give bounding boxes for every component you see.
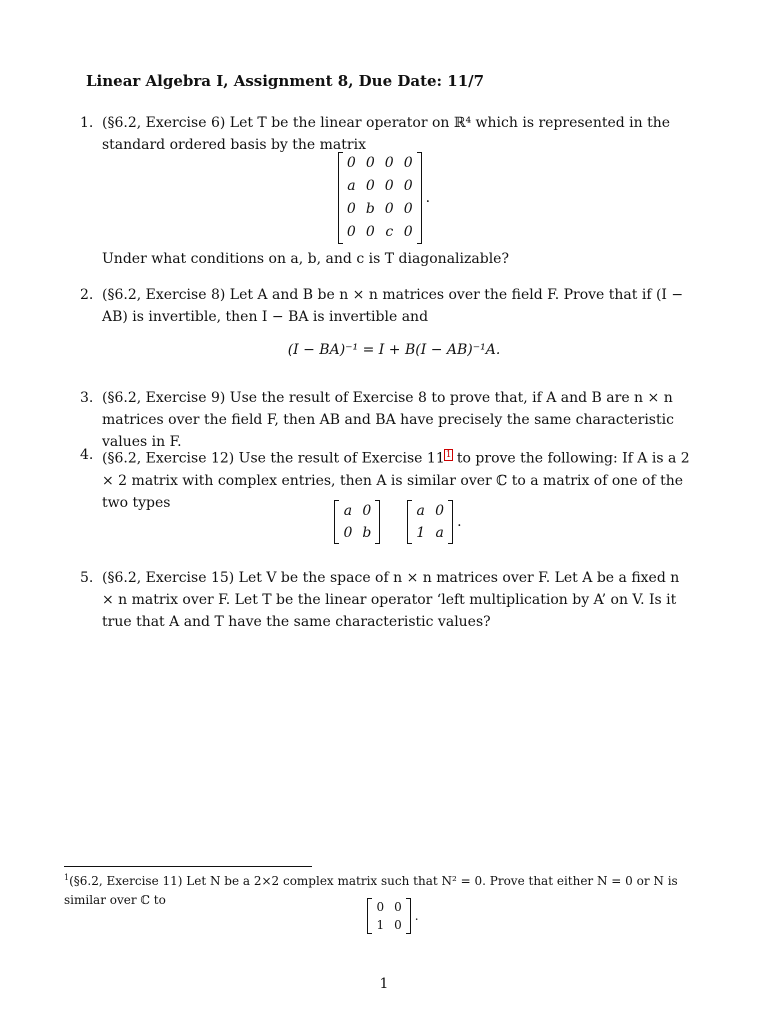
footnote-mark: 1 [64, 873, 70, 882]
problem-2 [80, 284, 690, 328]
page-number: 1 [379, 976, 389, 992]
problem-number: 2. [80, 287, 94, 303]
problem-number: 1. [80, 115, 94, 131]
footnote-text: (§6.2, Exercise 11) Let N be a 2×2 complex matrix such that N² = 0. Prove that either N = 0 or N is similar over ℂ to [64, 874, 678, 907]
problem-text: (§6.2, Exercise 15) Let V be the space of n × n matrices over F. Let A be a fixed n × n matrix over F. Let T be the linear operator ‘left multiplication by A’ on V. Is it true that A and T have the same characteristic values? [102, 570, 680, 630]
problem-1 [80, 112, 690, 156]
equation: (I − BA)⁻¹ = I + B(I − AB)⁻¹A. [287, 342, 501, 358]
matrix-display: 0 0 0 0 a 0 0 0 0 b 0 0 0 0 c 0 . [0, 152, 768, 244]
footnote-matrix-display: 0 0 1 0 . [0, 898, 768, 934]
problem-number: 3. [80, 390, 94, 406]
problem-1-question [80, 248, 690, 270]
matrix-jordan: a 0 1 a [407, 500, 453, 544]
page-title: Linear Algebra I, Assignment 8, Due Date: 11/7 [86, 72, 485, 90]
problem-number: 5. [80, 570, 94, 586]
matrix-display: a 0 0 b a 0 1 a . [0, 500, 768, 544]
problem-5 [80, 567, 690, 633]
problem-number: 4. [80, 447, 94, 463]
footnote-rule [64, 866, 312, 867]
matrix-diagonal: a 0 0 b [334, 500, 380, 544]
problem-text: Under what conditions on a, b, and c is T diagonalizable? [102, 251, 509, 267]
matrix-4x4: 0 0 0 0 a 0 0 0 0 b 0 0 0 0 c 0 [338, 152, 422, 244]
footnote-link[interactable]: 1 [445, 450, 452, 460]
footnote-matrix: 0 0 1 0 [367, 898, 410, 934]
problem-text: (§6.2, Exercise 6) Let T be the linear operator on ℝ⁴ which is represented in the standard ordered basis by the matrix [102, 115, 671, 153]
problem-text: (§6.2, Exercise 9) Use the result of Exercise 8 to prove that, if A and B are n × n matrices over the field F, then AB and BA have precisely the same characteristic values in F. [102, 390, 674, 450]
problem-text: (§6.2, Exercise 12) Use the result of Exercise 11$^1$ to prove the following: If A is a 2 × 2 matrix with complex entries, then A is similar over ℂ to a matrix of one of the two types [102, 450, 690, 511]
problem-text: (§6.2, Exercise 8) Let A and B be n × n matrices over the field F. Prove that if (I − AB) is invertible, then I − BA is invertible and [102, 287, 684, 325]
